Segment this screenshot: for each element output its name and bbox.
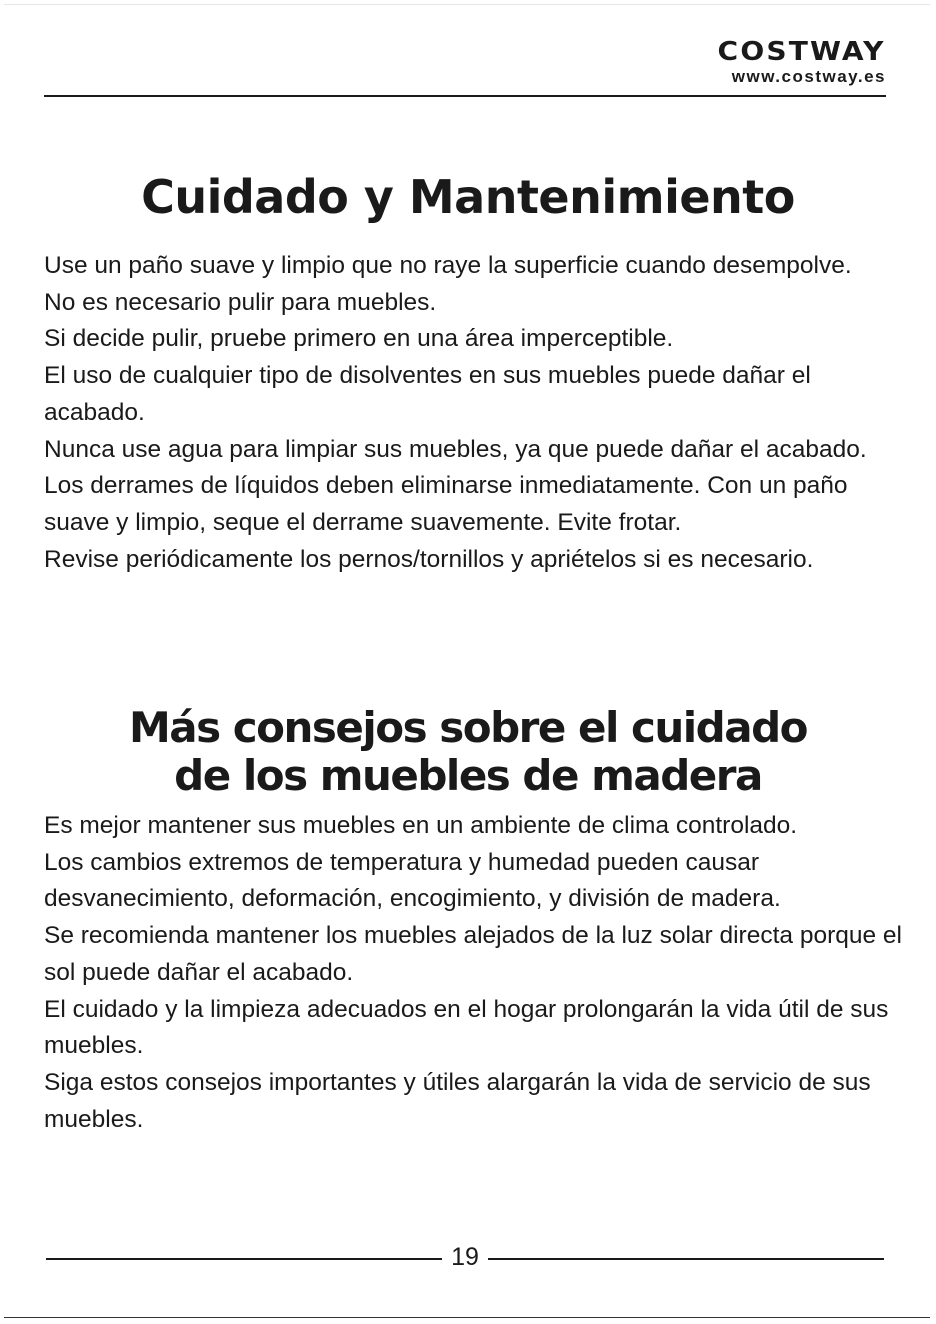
care-paragraph: Revise periódicamente los pernos/tornillos y apriételos si es necesario.	[44, 545, 814, 573]
page-footer	[46, 1240, 884, 1276]
brand-url: www.costway.es	[731, 67, 886, 86]
care-paragraph: Use un paño suave y limpio que no raye la superficie cuando desempolve.	[44, 252, 852, 279]
care-paragraph: No es necesario pulir para muebles.	[44, 288, 437, 316]
tips-paragraph: Siga estos consejos importantes y útiles alargarán la vida de servicio de sus muebles.	[44, 1068, 871, 1133]
care-instructions	[44, 248, 904, 578]
tips-paragraph: Es mejor mantener sus muebles en un ambiente de clima controlado.	[44, 812, 798, 839]
tips-paragraph: Se recomienda mantener los muebles alejados de la luz solar directa porque el sol puede dañar el acabado.	[44, 922, 902, 986]
tips-title-line1: Más consejos sobre el cuidado	[128, 703, 808, 752]
care-paragraph: Los derrames de líquidos deben eliminarse inmediatamente. Con un paño suave y limpio, seque el derrame suavemente. Evite frotar.	[44, 472, 848, 536]
header-divider	[44, 95, 886, 97]
footer-divider-right	[488, 1258, 884, 1260]
brand-header	[717, 37, 886, 88]
section-title-tips	[0, 704, 936, 800]
tips-title-line2: de los muebles de madera	[174, 751, 762, 800]
care-paragraph: Si decide pulir, pruebe primero en una área imperceptible.	[44, 325, 674, 353]
care-paragraph: Nunca use agua para limpiar sus muebles, ya que puede dañar el acabado.	[44, 435, 867, 463]
section-title-care: Cuidado y Mantenimiento	[141, 170, 795, 224]
tips-paragraph: El cuidado y la limpieza adecuados en el hogar prolongarán la vida útil de sus muebles.	[44, 995, 889, 1060]
page-number: 19	[451, 1243, 479, 1271]
wood-care-tips	[44, 808, 904, 1138]
brand-logo: COSTWAY	[717, 37, 886, 67]
care-paragraph: El uso de cualquier tipo de disolventes en sus muebles puede dañar el acabado.	[44, 362, 811, 426]
tips-paragraph: Los cambios extremos de temperatura y humedad pueden causar desvanecimiento, deformación, encogimiento, y división de madera.	[44, 848, 781, 913]
